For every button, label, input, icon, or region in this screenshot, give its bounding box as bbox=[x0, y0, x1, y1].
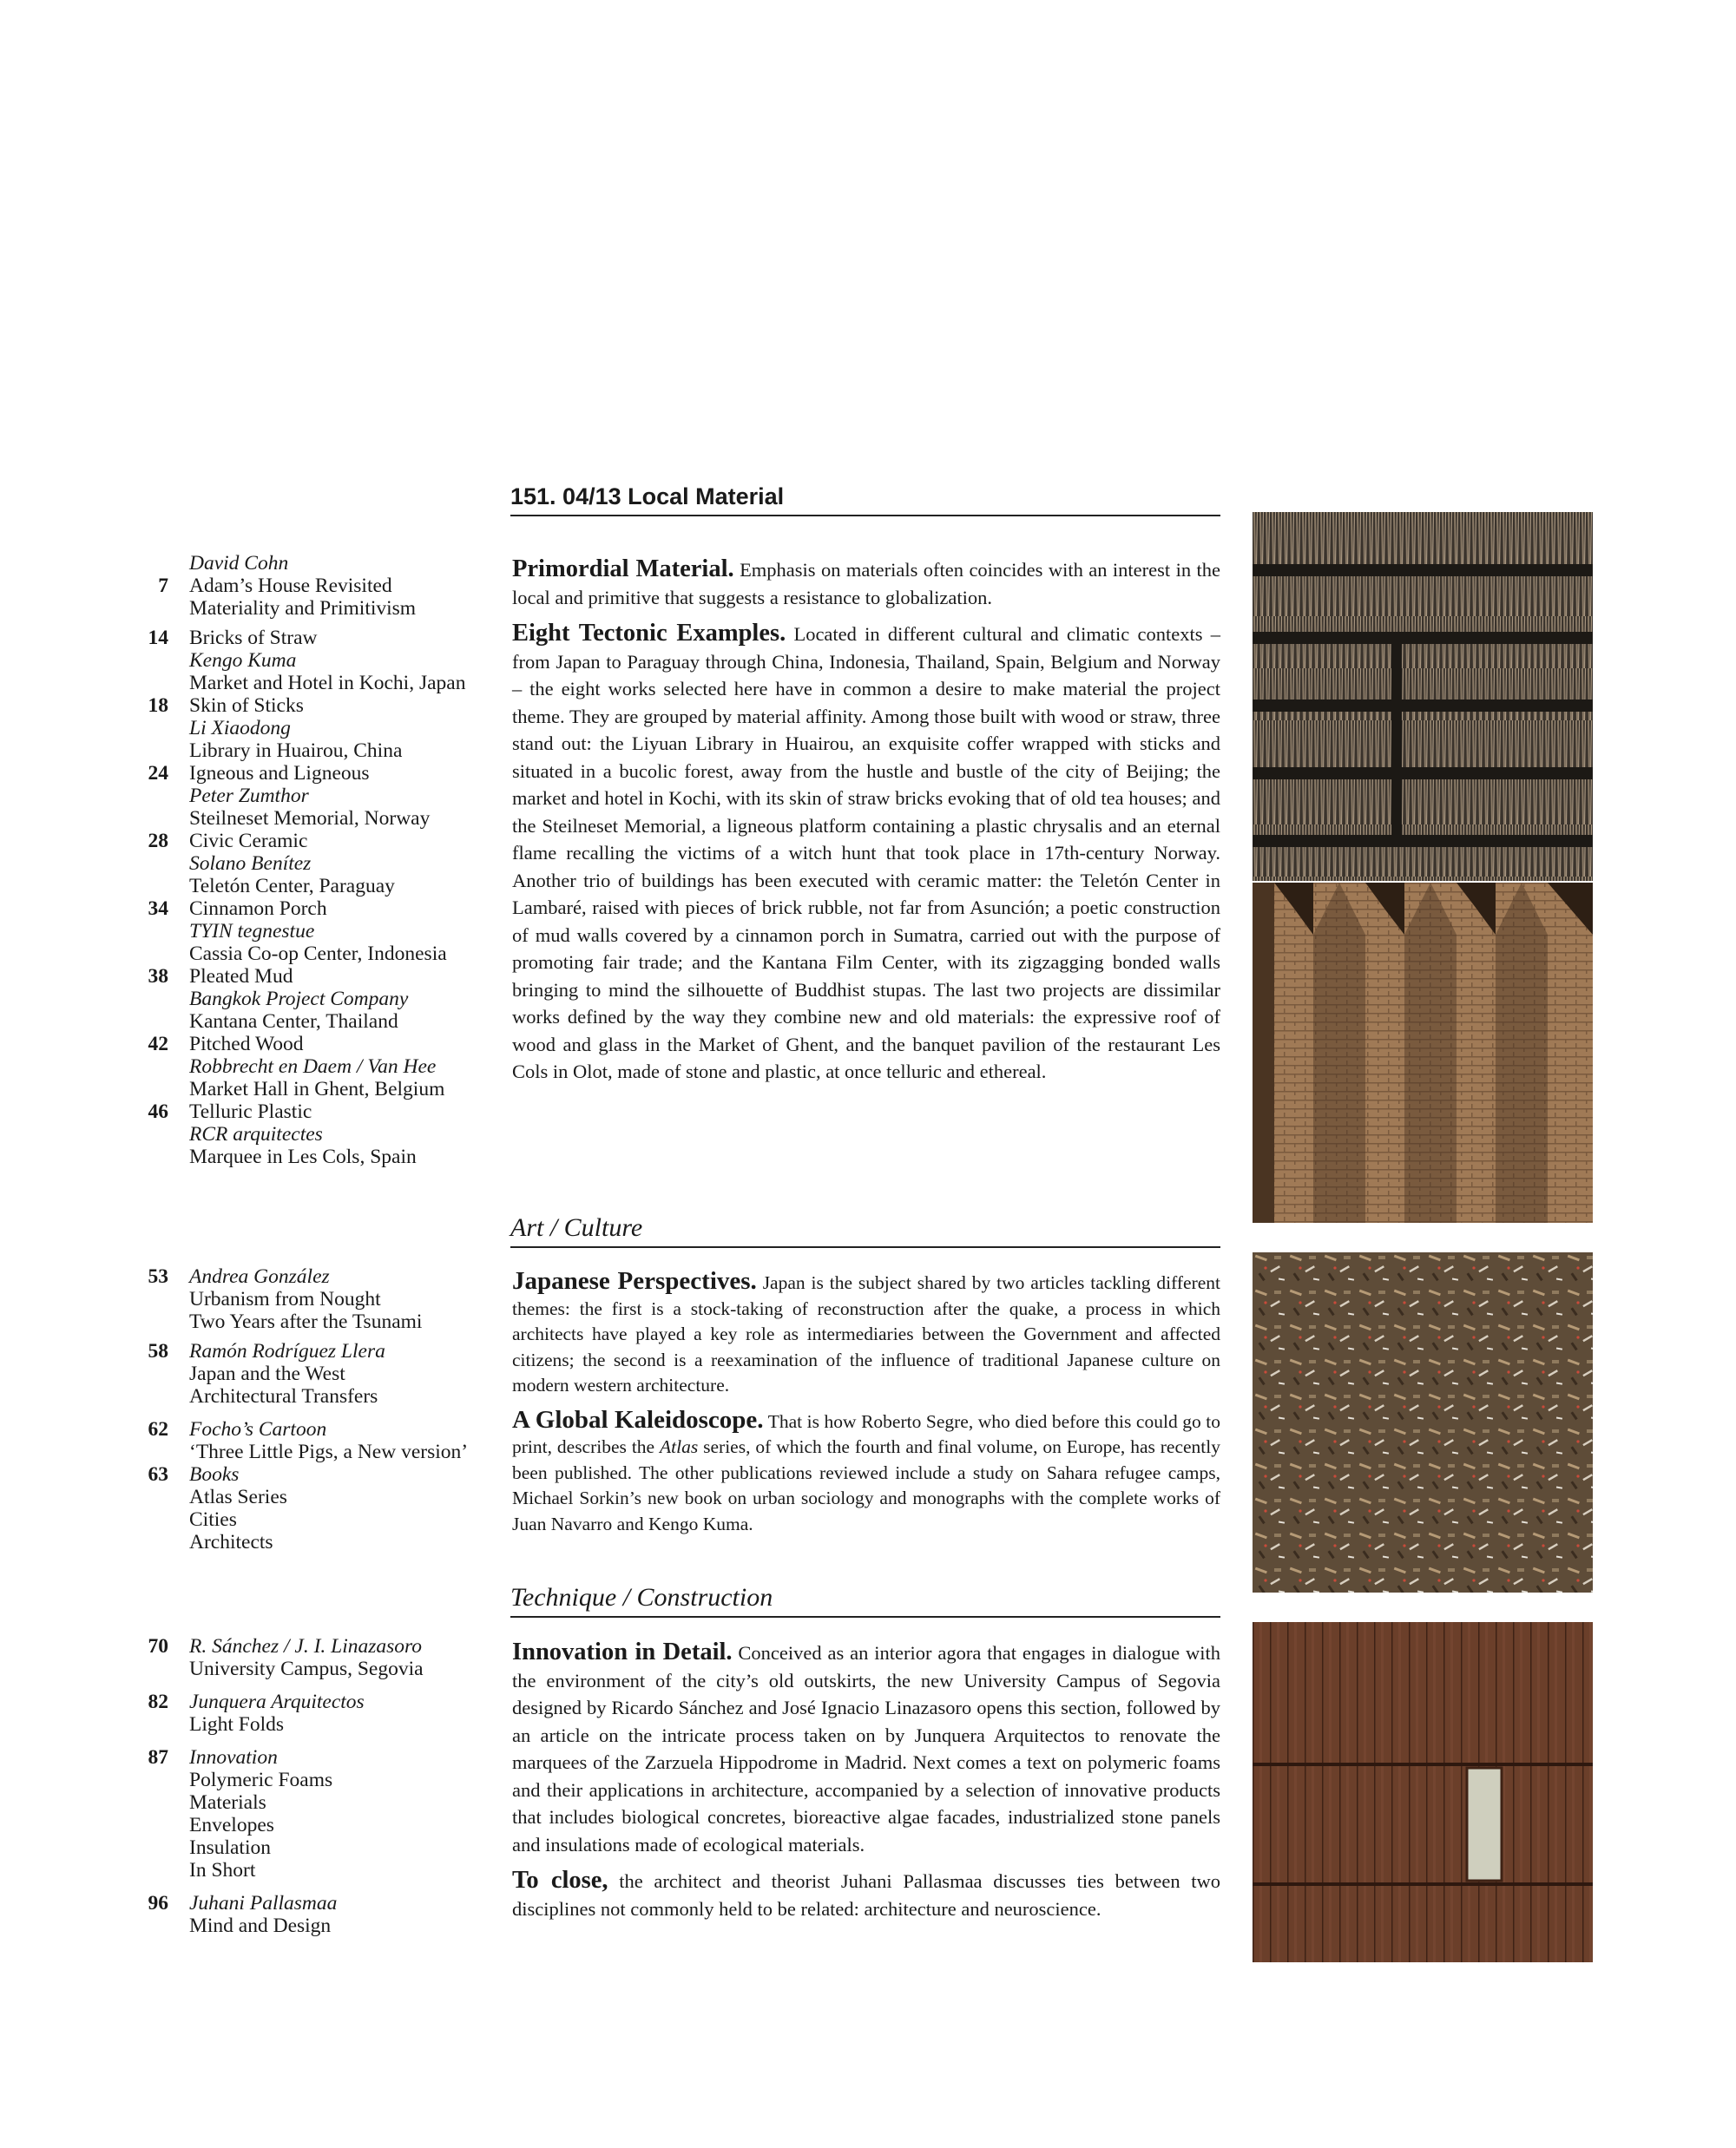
toc-subtitle: Teletón Center, Paraguay bbox=[189, 875, 395, 897]
toc-entry[interactable] bbox=[130, 575, 495, 620]
toc-title: Polymeric Foams bbox=[189, 1769, 333, 1791]
toc-page: 7 bbox=[158, 575, 168, 597]
toc-author: David Cohn bbox=[189, 552, 289, 575]
toc-page: 38 bbox=[148, 965, 168, 988]
toc-author: Robbrecht en Daem / Van Hee bbox=[189, 1055, 437, 1078]
toc-entry[interactable] bbox=[130, 1463, 495, 1554]
toc-entry[interactable] bbox=[130, 1265, 495, 1333]
section-heading-technique bbox=[510, 1583, 1220, 1618]
toc-entry[interactable] bbox=[130, 1418, 495, 1463]
paragraph-lead: Japanese Perspectives. bbox=[512, 1267, 757, 1295]
toc-entry[interactable] bbox=[130, 830, 495, 897]
toc-title: Telluric Plastic bbox=[189, 1100, 312, 1123]
toc-title: Japan and the West bbox=[189, 1363, 345, 1385]
issue-title: 151. 04/13 Local Material bbox=[510, 483, 785, 509]
toc-entry[interactable] bbox=[130, 1746, 495, 1882]
toc-subtitle: Marquee in Les Cols, Spain bbox=[189, 1146, 417, 1168]
photo-wood-facade bbox=[1253, 1622, 1593, 1962]
brick-pillars-image bbox=[1253, 883, 1593, 1223]
paragraph-lead: Primordial Material. bbox=[512, 555, 734, 582]
toc-title: Mind and Design bbox=[189, 1915, 332, 1937]
toc-title: Cities bbox=[189, 1508, 237, 1531]
toc-author: Ramón Rodríguez Llera bbox=[189, 1340, 385, 1363]
toc-author: Kengo Kuma bbox=[189, 649, 297, 672]
toc-page: 24 bbox=[148, 762, 168, 785]
toc-subtitle: Architectural Transfers bbox=[189, 1385, 378, 1408]
section-title: Technique / Construction bbox=[510, 1583, 773, 1612]
toc-page: 53 bbox=[148, 1265, 168, 1288]
toc-page: 62 bbox=[148, 1418, 168, 1441]
toc-title: University Campus, Segovia bbox=[189, 1658, 424, 1680]
toc-title: Urbanism from Nought bbox=[189, 1288, 381, 1310]
paragraph-text: Conceived as an interior agora that engages in dialogue with the environment of the city’s old outskirts, the new University Campus of Segovia designed by Ricardo Sánchez and José Ignacio Linazasoro opens this section, followed by an article on the intricate process taken on by Junquera Arquitectos to renovate the marquees of the Zarzuela Hippodrome in Madrid. Next comes a text on polymeric foams and their applications in architecture, accompanied by a selection of innovative products that includes biological concretes, bioreactive algae facades, industrialized stone panels and insulations made of ecological materials. bbox=[512, 1642, 1220, 1856]
paragraph-lead: To close, bbox=[512, 1867, 608, 1894]
photo-brick-pillars bbox=[1253, 883, 1593, 1223]
toc-title: Civic Ceramic bbox=[189, 830, 308, 852]
toc-title: Pleated Mud bbox=[189, 965, 293, 988]
paragraph-text: Emphasis on materials often coincides with an interest in the local and primitive that suggests a resistance to globalization. bbox=[512, 559, 1220, 608]
toc-title: In Short bbox=[189, 1859, 256, 1882]
section-heading-art bbox=[510, 1213, 1220, 1248]
toc-title: Igneous and Ligneous bbox=[189, 762, 370, 785]
toc-subtitle: Steilneset Memorial, Norway bbox=[189, 807, 431, 830]
paragraph bbox=[512, 1269, 1220, 1399]
toc-author: R. Sánchez / J. I. Linazasoro bbox=[189, 1635, 423, 1658]
toc-subtitle: Library in Huairou, China bbox=[189, 739, 403, 762]
toc-author: Solano Benítez bbox=[189, 852, 312, 875]
atlas-title: Atlas bbox=[660, 1436, 699, 1457]
technique-text bbox=[512, 1639, 1220, 1931]
paragraph bbox=[512, 620, 1220, 1086]
toc-author: Bangkok Project Company bbox=[189, 988, 409, 1010]
paragraph-text: Located in different cultural and climatic contexts – from Japan to Paraguay through China, Indonesia, Thailand, Spain, Belgium and Norway – the eight works selected here have in common a desire to make material the project theme. They are grouped by material affinity. Among those built with wood or straw, three stand out: the Liyuan Library in Huairou, an exquisite coffer wrapped with sticks and situated in a bucolic forest, away from the hustle and bustle of the city of Beijing; the market and hotel in Kochi, with its skin of straw bricks evoking that of old tea houses; and the Steilneset Memorial, a ligneous platform containing a plastic chrysalis and an eternal flame recalling the victims of a witch hunt that took place in 17th-century Norway. Another trio of buildings has been executed with ceramic matter: the Teletón Center in Lambaré, raised with pieces of brick rubble, not far from Asunción; a poetic construction of mud walls covered by a cinnamon porch in Sumatra, carried out with the purpose of promoting fair trade; and the Kantana Film Center, with its zigzagging bonded walls bringing to mind the silhouette of Buddhist stupas. The last two projects are dissimilar works defined by the way they combine new and old materials: the expressive roof of wood and glass in the Market of Ghent, and the banquet pavilion of the restaurant Les Cols in Olot, made of stone and plastic, at once telluric and ethereal. bbox=[512, 623, 1220, 1082]
toc-page: 70 bbox=[148, 1635, 168, 1658]
toc-subtitle: Market and Hotel in Kochi, Japan bbox=[189, 672, 466, 694]
toc-title: Pitched Wood bbox=[189, 1033, 304, 1055]
toc-page: 96 bbox=[148, 1892, 168, 1915]
toc-author: Peter Zumthor bbox=[189, 785, 309, 807]
toc-page: 28 bbox=[148, 830, 168, 852]
paragraph-lead: Eight Tectonic Examples. bbox=[512, 620, 786, 647]
toc-author: Andrea González bbox=[189, 1265, 330, 1288]
toc-subtitle: Kantana Center, Thailand bbox=[189, 1010, 398, 1033]
toc-page: 46 bbox=[148, 1100, 168, 1123]
toc-title: Skin of Sticks bbox=[189, 694, 304, 717]
toc-page: 82 bbox=[148, 1691, 168, 1713]
toc-page: 42 bbox=[148, 1033, 168, 1055]
toc-group-projects bbox=[130, 552, 495, 1168]
paragraph bbox=[512, 1639, 1220, 1858]
paragraph-text: the architect and theorist Juhani Pallasmaa discusses ties between two disciplines not commonly held to be related: architecture and neuroscience. bbox=[512, 1870, 1221, 1920]
toc-title: Atlas Series bbox=[189, 1486, 287, 1508]
toc-entry[interactable] bbox=[130, 1340, 495, 1408]
toc-author: Juhani Pallasmaa bbox=[189, 1892, 338, 1915]
toc-page: 34 bbox=[148, 897, 168, 920]
toc-author: Innovation bbox=[189, 1746, 278, 1769]
paragraph-text: series, of which the fourth and final volume, on Europe, has recently been published. The other publications reviewed include a study on Sahara refugee camps, Michael Sorkin’s new book on urban sociology and monographs with the complete works of Juan Navarro and Kengo Kuma. bbox=[512, 1436, 1221, 1534]
toc-subtitle: Materiality and Primitivism bbox=[189, 597, 417, 620]
paragraph-text: That is how Roberto Segre, who died before this could go to print, describes the bbox=[512, 1410, 1220, 1457]
toc-title: ‘Three Little Pigs, a New version’ bbox=[189, 1441, 469, 1463]
toc-entry[interactable] bbox=[130, 965, 495, 1033]
toc-title: Architects bbox=[189, 1531, 273, 1554]
toc-title: Envelopes bbox=[189, 1814, 274, 1836]
debris-image bbox=[1253, 1252, 1593, 1593]
toc-subtitle: Market Hall in Ghent, Belgium bbox=[189, 1078, 445, 1100]
paragraph-lead: Innovation in Detail. bbox=[512, 1639, 733, 1665]
toc-author: Li Xiaodong bbox=[189, 717, 291, 739]
toc-entry[interactable] bbox=[130, 1892, 495, 1937]
photo-tsunami-debris bbox=[1253, 1252, 1593, 1593]
toc-page: 14 bbox=[148, 627, 168, 649]
main-intro bbox=[512, 555, 1220, 1094]
toc-page: 58 bbox=[148, 1340, 168, 1363]
toc-author: TYIN tegnestue bbox=[189, 920, 315, 943]
toc-title: Light Folds bbox=[189, 1713, 285, 1736]
toc-entry[interactable] bbox=[130, 1033, 495, 1100]
toc-entry[interactable] bbox=[130, 552, 495, 575]
paragraph bbox=[512, 1405, 1221, 1538]
section-title: Art / Culture bbox=[510, 1213, 643, 1242]
toc-subtitle: Two Years after the Tsunami bbox=[189, 1310, 423, 1333]
paragraph bbox=[512, 1867, 1220, 1922]
toc-page: 18 bbox=[148, 694, 168, 717]
toc-author: RCR arquitectes bbox=[189, 1123, 323, 1146]
toc-entry[interactable] bbox=[130, 897, 495, 965]
stick-facade-image bbox=[1253, 512, 1593, 881]
toc-title: Cinnamon Porch bbox=[189, 897, 327, 920]
toc-author: Focho’s Cartoon bbox=[189, 1418, 327, 1441]
toc-title: Adam’s House Revisited bbox=[189, 575, 392, 597]
toc-entry[interactable] bbox=[130, 1691, 495, 1736]
toc-title: Insulation bbox=[189, 1836, 271, 1859]
toc-page: 63 bbox=[148, 1463, 168, 1486]
toc-title: Bricks of Straw bbox=[189, 627, 318, 649]
toc-group-art bbox=[130, 1265, 495, 1554]
toc-title: Materials bbox=[189, 1791, 266, 1814]
toc-author: Junquera Arquitectos bbox=[189, 1691, 365, 1713]
toc-group-technique bbox=[130, 1635, 495, 1937]
toc-page: 87 bbox=[148, 1746, 168, 1769]
wood-facade-image bbox=[1253, 1622, 1593, 1962]
paragraph bbox=[512, 555, 1220, 611]
art-text bbox=[512, 1269, 1220, 1546]
toc-subtitle: Cassia Co-op Center, Indonesia bbox=[189, 943, 447, 965]
toc-entry[interactable] bbox=[130, 694, 495, 762]
toc-entry[interactable] bbox=[130, 762, 495, 830]
toc-author: Books bbox=[189, 1463, 240, 1486]
photo-stick-facade bbox=[1253, 512, 1593, 881]
toc-entry[interactable] bbox=[130, 627, 495, 694]
toc-entry[interactable] bbox=[130, 1100, 495, 1168]
issue-header bbox=[510, 483, 1220, 516]
paragraph-lead: A Global Kaleidoscope. bbox=[512, 1405, 764, 1434]
toc-entry[interactable] bbox=[130, 1635, 495, 1680]
paragraph-text: Japan is the subject shared by two articles tackling different themes: the first is a stock-taking of reconstruction after the quake, a process in which architects have played a key role as intermediaries between the Government and affected citizens; the second is a reexamination of the influence of traditional Japanese culture on modern western architecture. bbox=[512, 1272, 1220, 1396]
